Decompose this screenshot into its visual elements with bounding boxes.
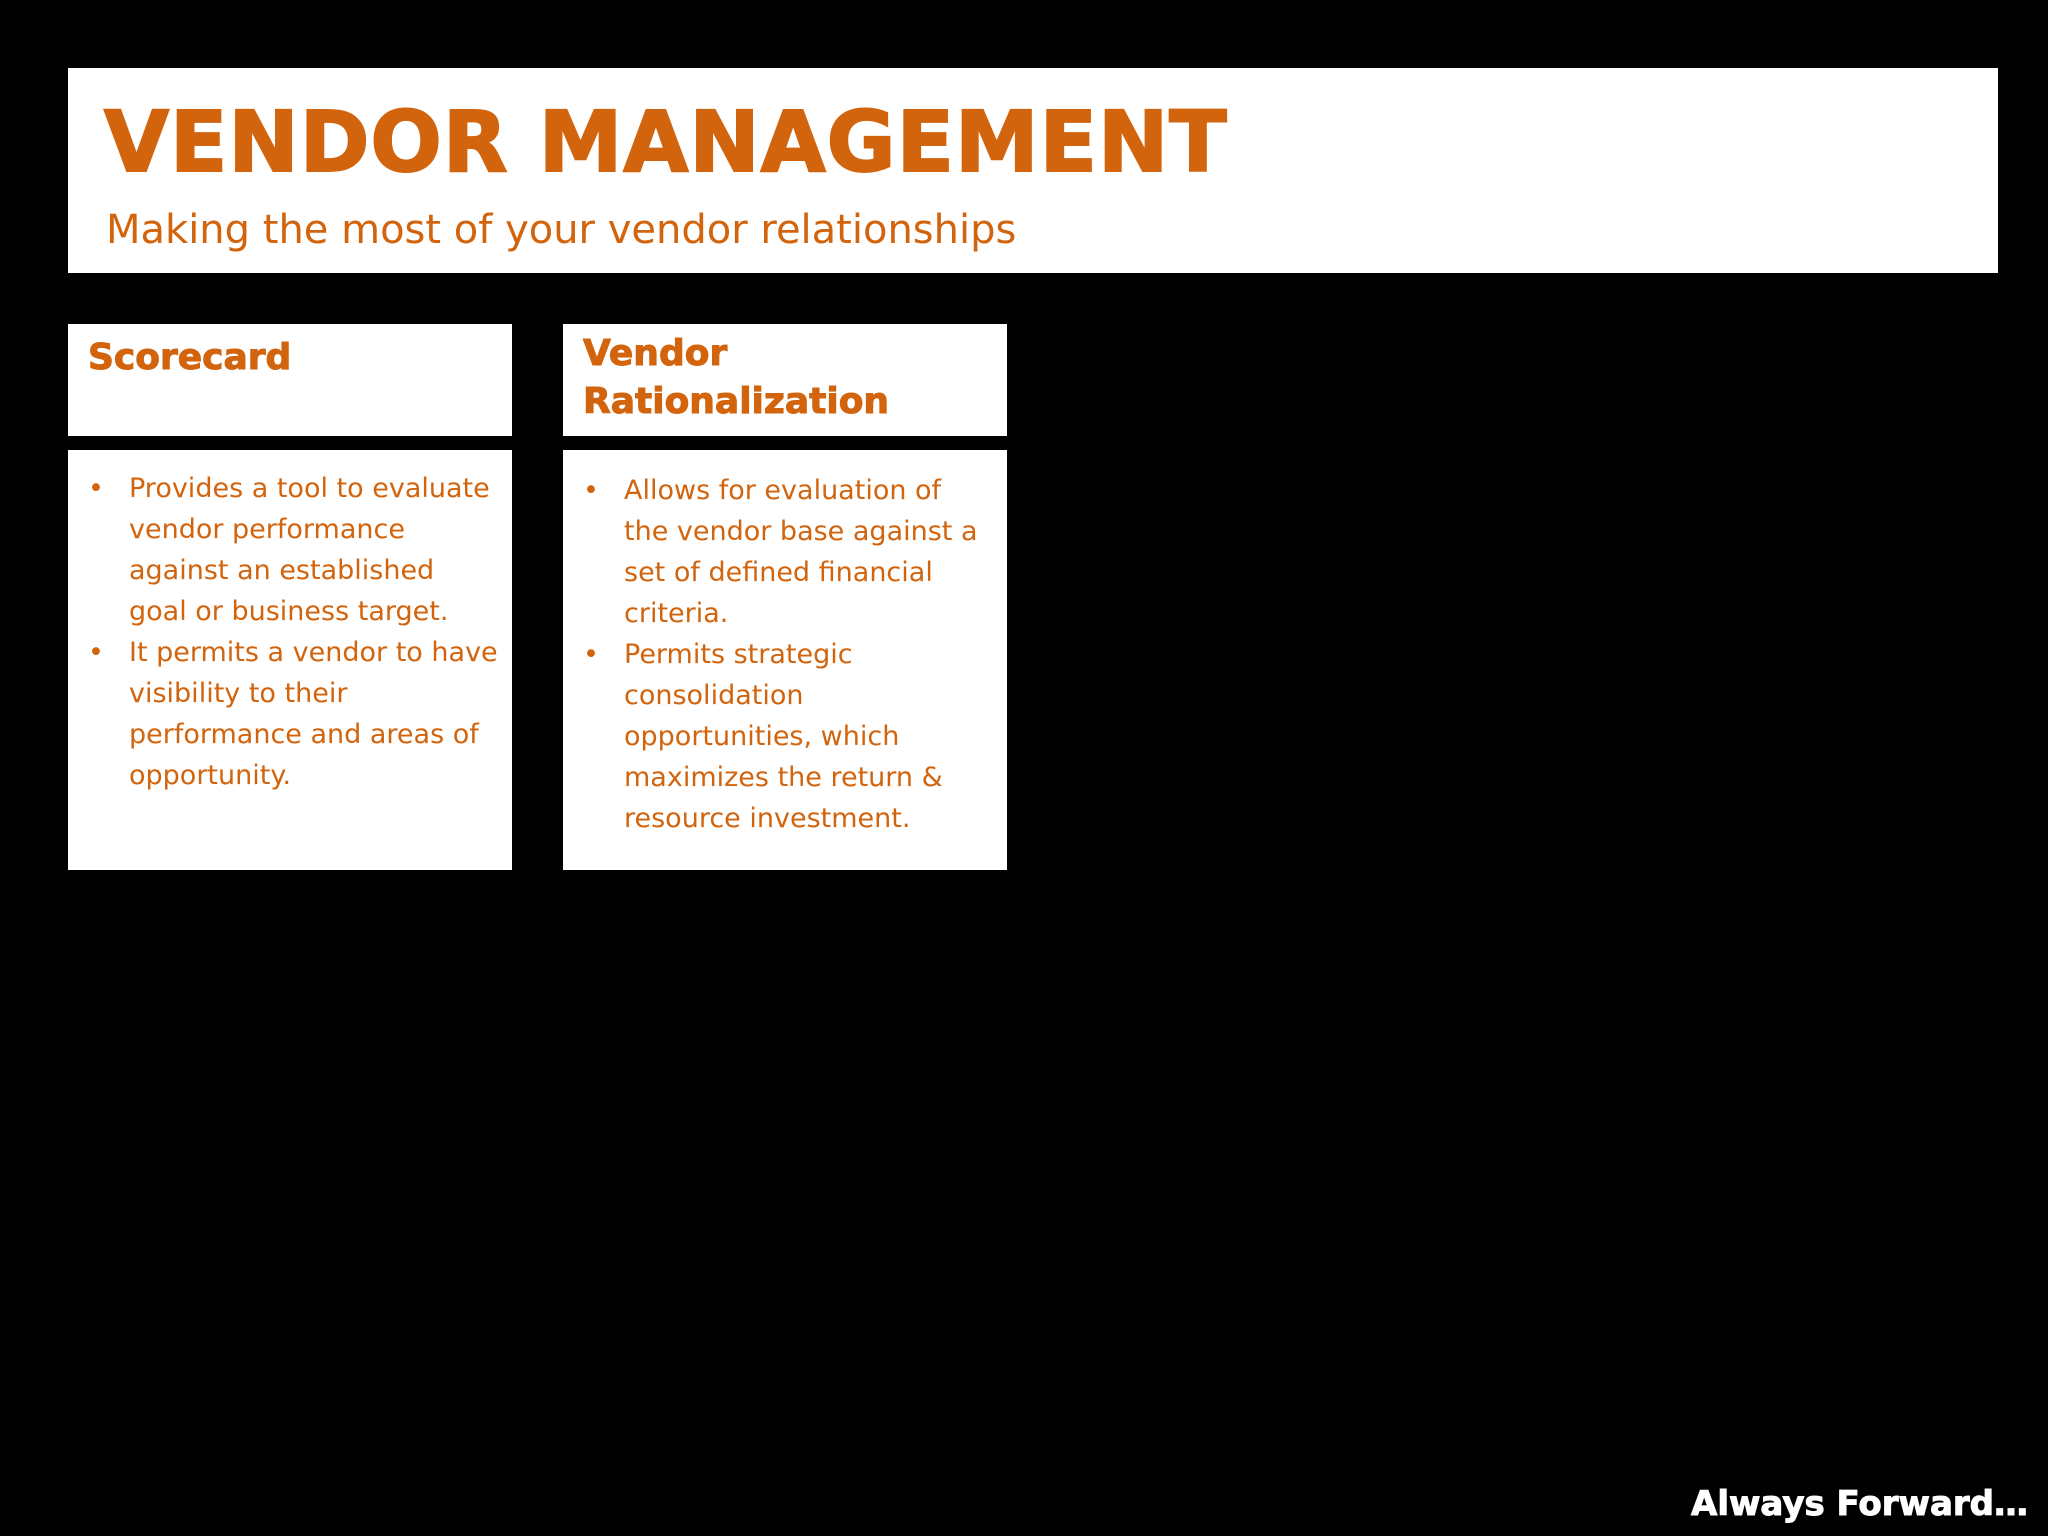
list-item (88, 468, 498, 632)
page-title: VENDOR MANAGEMENT (104, 93, 1228, 191)
list-item-text: Permits strategic consolidation opportunities, which maximizes the return & resource investment. (624, 639, 943, 834)
list-item-text: Allows for evaluation of the vendor base against a set of defined financial criteria. (624, 475, 978, 629)
list-item (583, 470, 993, 634)
list-item-text: It permits a vendor to have visibility to their performance and areas of opportunity. (129, 637, 498, 791)
scorecard-title-panel (68, 324, 512, 436)
page-subtitle: Making the most of your vendor relationships (106, 207, 1017, 253)
bullet-icon: • (88, 637, 104, 668)
scorecard-title: Scorecard (88, 337, 292, 378)
bullet-icon: • (583, 475, 599, 506)
vendor-rationalization-title: Vendor Rationalization (583, 333, 890, 422)
bullet-icon: • (583, 639, 599, 670)
list-item (88, 632, 498, 796)
vendor-rationalization-title-panel (563, 324, 1007, 436)
bullet-icon: • (88, 473, 104, 504)
vendor-rationalization-bullet-list (583, 470, 993, 839)
footer-tagline: Always Forward… (1691, 1484, 2028, 1524)
scorecard-bullet-list (88, 468, 498, 796)
vendor-rationalization-body-panel (563, 450, 1007, 870)
list-item-text: Provides a tool to evaluate vendor performance against an established goal or business target. (129, 473, 490, 627)
list-item (583, 634, 993, 839)
scorecard-body-panel (68, 450, 512, 870)
